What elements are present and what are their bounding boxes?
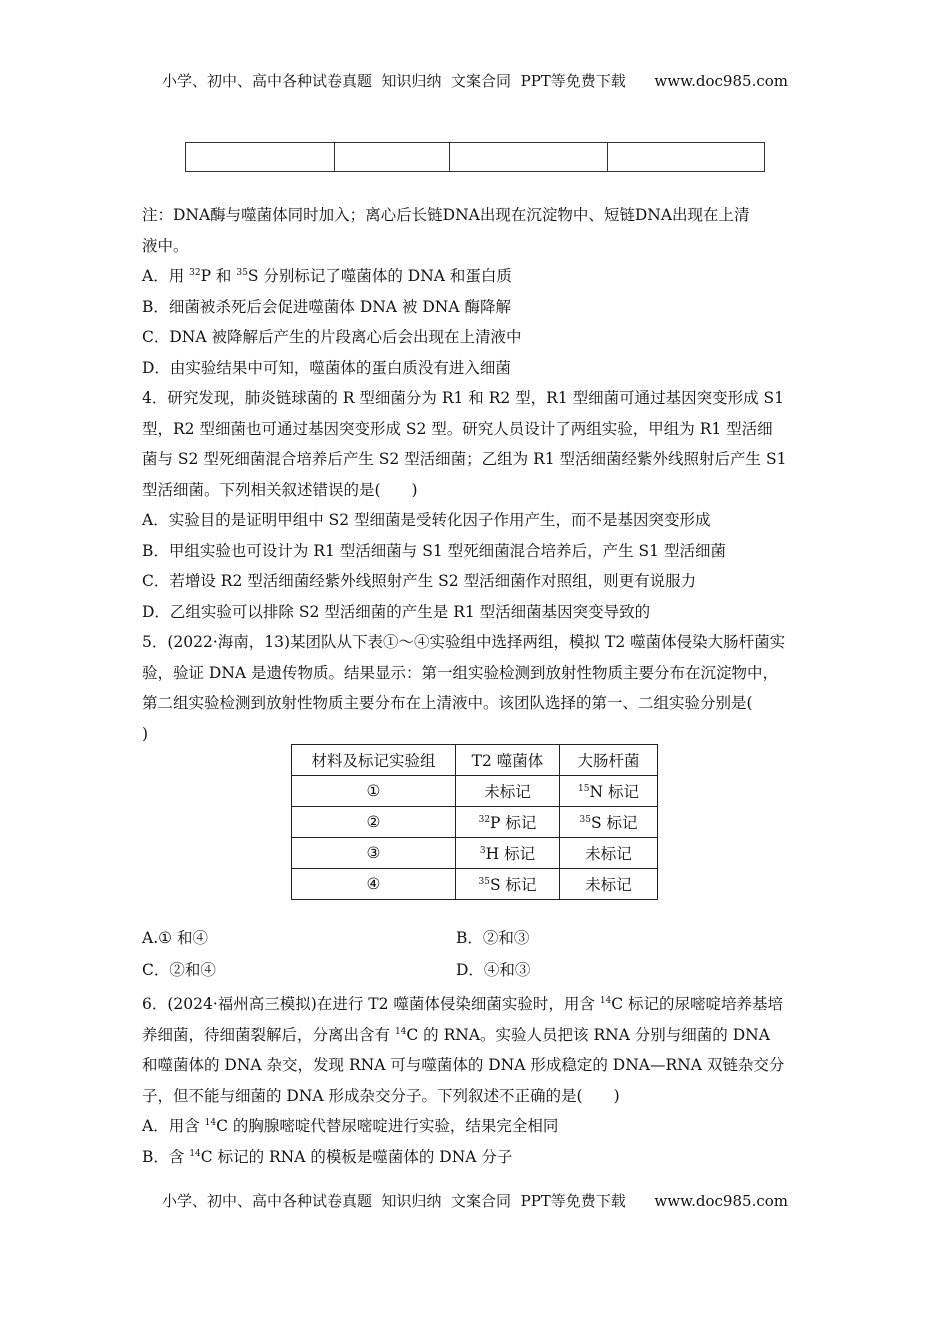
table-cell: ④ [292,869,456,900]
table-cell: $^{35}$S 标记 [560,807,658,838]
q5-stem-line4: ) [142,724,149,743]
q5-stem-line2: 验，验证 DNA 是遗传物质。结果显示：第一组实验检测到放射性物质主要分布在沉淀物中， [142,663,779,682]
q3-option-a: A．用 $^{32}$P 和 $^{35}$S 分别标记了噬菌体的 DNA 和蛋白质 [142,267,512,285]
question-6 [142,989,822,1172]
q5-stem-line1: 5．(2022·海南，13)某团队从下表①～④实验组中选择两组，模拟 T2 噬菌体侵染大肠杆菌实 [142,633,786,651]
q6-stem-line3: 和噬菌体的 DNA 杂交，发现 RNA 可与噬菌体的 DNA 形成稳定的 DNA—RNA 双链杂交分 [142,1056,785,1074]
q4-option-c: C．若增设 R2 型活细菌经紫外线照射产生 S2 型活细菌作对照组，则更有说服力 [142,572,697,590]
table-cell [335,143,450,172]
q4-option-d: D．乙组实验可以排除 S2 型活细菌的产生是 R1 型活细菌基因突变导致的 [142,602,651,621]
q6-option-b: B．含 $^{14}$C 标记的 RNA 的模板是噬菌体的 DNA 分子 [142,1147,513,1166]
table-header-row [292,745,658,776]
q4-stem-line2: 型，R2 型细菌也可通过基因突变形成 S2 型。研究人员设计了两组实验，甲组为 R1 型活细 [142,419,773,438]
table-cell [450,143,608,172]
q6-option-a: A．用含 $^{14}$C 的胸腺嘧啶代替尿嘧啶进行实验，结果完全相同 [142,1117,559,1135]
q6-stem-line4: 子，但不能与细菌的 DNA 形成杂交分子。下列叙述不正确的是( ) [142,1086,620,1105]
table-header-cell: T2 噬菌体 [456,745,560,776]
q5-stem-line3: 第二组实验检测到放射性物质主要分布在上清液中。该团队选择的第一、二组实验分别是( [142,694,753,712]
q4-stem-line1: 4．研究发现，肺炎链球菌的 R 型细菌分为 R1 和 R2 型，R1 型细菌可通过基因突变形成 S1 [142,389,785,407]
table-header-cell: 大肠杆菌 [560,745,658,776]
q4-option-b: B．甲组实验也可设计为 R1 型活细菌与 S1 型死细菌混合培养后，产生 S1 型活细菌 [142,541,726,560]
table-cell: 未标记 [456,776,560,807]
table-row [292,838,658,869]
table-cell: $^{15}$N 标记 [560,776,658,807]
table-header-cell: 材料及标记实验组 [292,745,456,776]
table-cell: ① [292,776,456,807]
previous-table-bottom-row [185,142,765,172]
table-cell: ② [292,807,456,838]
q3-option-d: D．由实验结果中可知，噬菌体的蛋白质没有进入细菌 [142,358,511,377]
table-cell: $^{32}$P 标记 [456,807,560,838]
table-cell: 未标记 [560,838,658,869]
page-header: 小学、初中、高中各种试卷真题 知识归纳 文案合同 PPT等免费下载 www.doc985.com [161,72,788,90]
table-row [292,807,658,838]
q4-option-a: A．实验目的是证明甲组中 S2 型细菌是受转化因子作用产生，而不是基因突变形成 [142,511,711,529]
table-cell: ③ [292,838,456,869]
q3-note-line2: 液中。 [142,236,189,255]
table-row [292,869,658,900]
q6-stem-line2: 养细菌，待细菌裂解后，分离出含有 $^{14}$C 的 RNA。实验人员把该 RNA 分别与细菌的 DNA [142,1025,770,1044]
table-cell: $^{35}$S 标记 [456,869,560,900]
table-cell [186,143,335,172]
table-cell: 未标记 [560,869,658,900]
table-row [292,776,658,807]
q5-option-c: C．②和④ [142,961,216,979]
q6-stem-line1: 6．(2024·福州高三模拟)在进行 T2 噬菌体侵染细菌实验时，用含 $^{14}$C 标记的尿嘧啶培养基培 [142,995,784,1013]
question-3-options [142,200,822,749]
table-cell [608,143,765,172]
q3-note-line1: 注：DNA酶与噬菌体同时加入；离心后长链DNA出现在沉淀物中、短链DNA出现在上清 [142,206,750,224]
q5-option-a: A.① 和④ [142,929,208,947]
q4-stem-line4: 型活细菌。下列相关叙述错误的是( ) [142,480,418,499]
q3-option-c: C．DNA 被降解后产生的片段离心后会出现在上清液中 [142,328,522,346]
q5-option-b: B．②和③ [456,929,530,947]
q3-option-b: B．细菌被杀死后会促进噬菌体 DNA 被 DNA 酶降解 [142,297,511,316]
q4-stem-line3: 菌与 S2 型死细菌混合培养后产生 S2 型活细菌；乙组为 R1 型活细菌经紫外线照射后产生 S1 [142,450,787,468]
table-cell: $^3$H 标记 [456,838,560,869]
q5-option-d: D．④和③ [456,961,531,979]
page-footer: 小学、初中、高中各种试卷真题 知识归纳 文案合同 PPT等免费下载 www.doc985.com [161,1192,788,1210]
q5-table [291,744,658,900]
